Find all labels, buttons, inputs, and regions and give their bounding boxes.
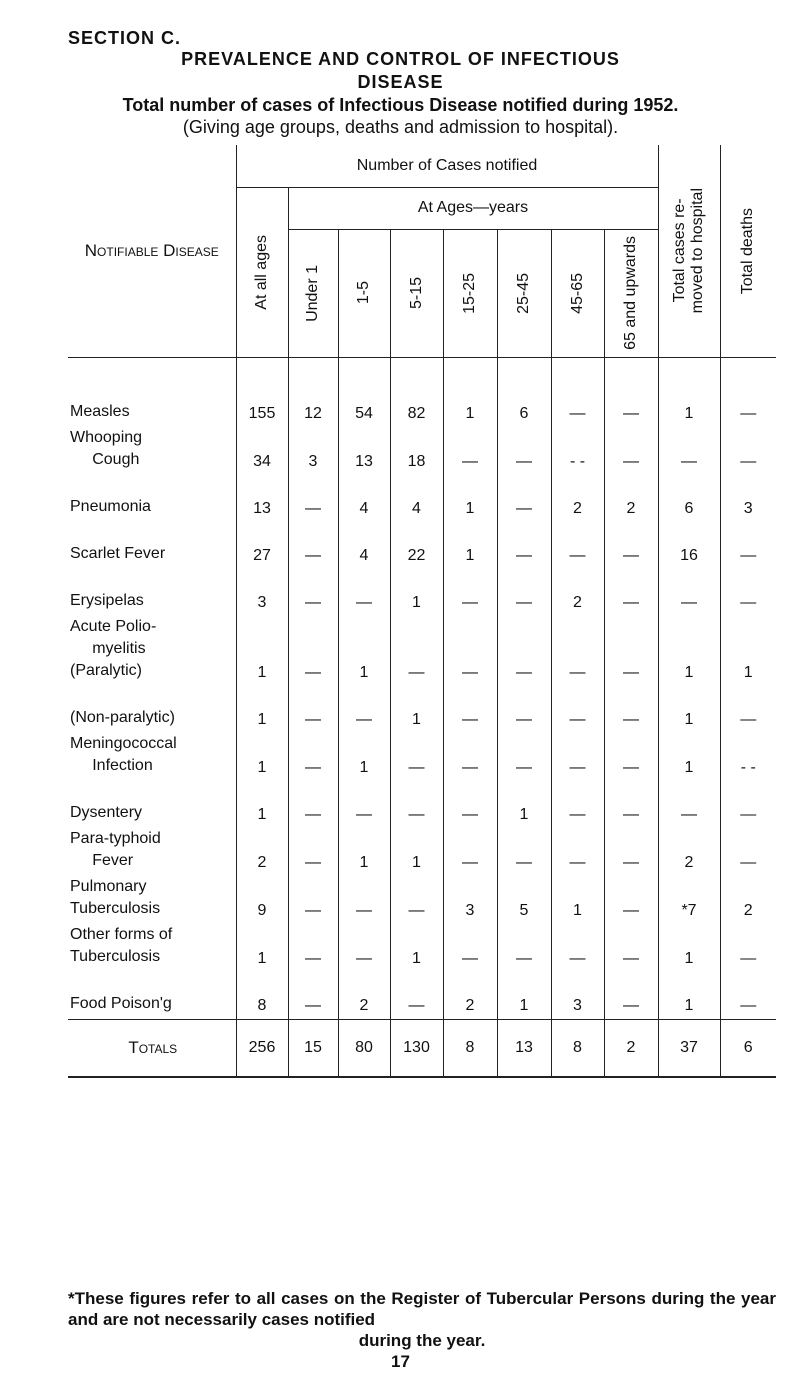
table-cell: 3 [551,972,604,1020]
at-ages-header: At Ages—years [288,187,658,229]
disease-name: Dysentery [70,803,143,821]
table-cell: — [658,569,720,616]
table-cell: 1 [497,972,551,1020]
table-cell: 1 [658,616,720,686]
table-cell: 8 [236,972,288,1020]
table-cell: — [551,924,604,972]
table-cell: — [604,686,658,733]
table-cell: — [551,616,604,686]
table-cell: — [720,972,776,1020]
table-cell: 1 [338,616,390,686]
table-cell: — [288,686,338,733]
table-cell: 1 [390,569,443,616]
table-cell: — [604,828,658,876]
table-cell: 34 [236,427,288,475]
table-row [68,475,776,522]
table-cell: 4 [338,475,390,522]
age-group-header: 1-5 [338,229,390,357]
table-cell: 1 [551,876,604,924]
table-cell: 4 [390,475,443,522]
table-cell: 1 [236,733,288,781]
totals-cell: 6 [720,1019,776,1077]
table-cell: - - [720,733,776,781]
table-cell: 3 [443,876,497,924]
footnote: *These figures refer to all cases on the Register of Tubercular Persons during the year and are not necessarily cases notified during the year. [68,1289,776,1350]
disease-name: (Non-paralytic) [70,708,175,726]
disease-name: Food Poison'g [70,994,172,1012]
title-line-2: DISEASE [357,72,444,92]
disease-name: Pneumonia [70,497,151,515]
table-row [68,569,776,616]
table-cell: 1 [720,616,776,686]
table-cell: — [604,972,658,1020]
table-cell: — [497,686,551,733]
table-cell: — [390,733,443,781]
table-cell: 5 [497,876,551,924]
table-cell: 6 [497,357,551,427]
table-cell: — [551,781,604,828]
totals-cell: 37 [658,1019,720,1077]
table-cell: — [604,924,658,972]
table-cell: 1 [658,686,720,733]
table-cell: 9 [236,876,288,924]
table-cell: 82 [390,357,443,427]
table-cell: — [720,686,776,733]
table-cell: — [497,522,551,569]
table-cell: — [604,733,658,781]
totals-cell: 8 [443,1019,497,1077]
table-cell: — [443,427,497,475]
table-cell: 1 [658,972,720,1020]
table-cell: — [497,828,551,876]
deaths-header: Total deaths [720,145,776,357]
table-cell: 1 [443,357,497,427]
table-cell: 27 [236,522,288,569]
table-cell: — [551,522,604,569]
table-cell: — [497,427,551,475]
page-number: 17 [391,1352,410,1371]
table-cell: — [497,569,551,616]
table-cell: — [338,876,390,924]
table-cell: 2 [443,972,497,1020]
table-cell: 3 [236,569,288,616]
table-cell: 1 [236,686,288,733]
table-cell: — [720,924,776,972]
table-row [68,357,776,427]
table-cell: — [288,972,338,1020]
table-cell: — [443,569,497,616]
table-cell: — [390,876,443,924]
table-cell: — [288,475,338,522]
table-row [68,427,776,475]
disease-name: Whooping Cough [70,428,143,468]
table-cell: — [604,427,658,475]
table-cell: - - [551,427,604,475]
table-cell: 1 [390,686,443,733]
table-cell: 1 [658,357,720,427]
table-cell: 54 [338,357,390,427]
totals-cell: 15 [288,1019,338,1077]
totals-cell: 13 [497,1019,551,1077]
table-cell: — [551,733,604,781]
table-cell: 13 [236,475,288,522]
table-cell: 18 [390,427,443,475]
table-cell: 4 [338,522,390,569]
totals-label: Totals [68,1019,236,1077]
table-cell: 1 [236,781,288,828]
table-cell: 155 [236,357,288,427]
totals-cell: 8 [551,1019,604,1077]
table-body [68,357,776,1077]
table-cell: — [338,569,390,616]
table-cell: — [288,876,338,924]
table-cell: — [551,686,604,733]
table-cell: 2 [658,828,720,876]
title-line-1: PREVALENCE AND CONTROL OF INFECTIOUS [181,49,620,69]
table-cell: 2 [338,972,390,1020]
table-cell: 1 [236,924,288,972]
table-row [68,876,776,924]
table-cell: — [720,522,776,569]
age-group-header: 65 and upwards [604,229,658,357]
table-cell: 3 [288,427,338,475]
table-row [68,733,776,781]
table-row [68,972,776,1020]
table-cell: *7 [658,876,720,924]
removed-header: Total cases re- moved to hospital [658,145,720,357]
table-cell: 1 [338,828,390,876]
disease-name: Measles [70,402,130,420]
table-cell: — [288,616,338,686]
table-cell: 1 [236,616,288,686]
table-cell: 1 [390,924,443,972]
table-cell: — [604,522,658,569]
disease-name: Scarlet Fever [70,544,166,562]
table-cell: — [658,781,720,828]
table-row [68,781,776,828]
disease-name: Pulmonary Tuberculosis [70,877,161,917]
disease-header: Notifiable Disease [68,145,236,357]
table-cell: — [338,686,390,733]
table-cell: 2 [604,475,658,522]
table-cell: — [551,828,604,876]
table-cell: — [288,569,338,616]
table-cell: 6 [658,475,720,522]
age-group-header: 5-15 [390,229,443,357]
table-cell: — [338,781,390,828]
table-cell: — [604,357,658,427]
table-row [68,686,776,733]
table-cell: 1 [658,733,720,781]
table-cell: — [443,616,497,686]
infectious-disease-table [68,145,776,1078]
table-cell: 1 [338,733,390,781]
table-cell: 3 [720,475,776,522]
table-cell: 2 [720,876,776,924]
table-cell: — [443,733,497,781]
table-row [68,522,776,569]
table-cell: 2 [551,475,604,522]
age-group-header: Under 1 [288,229,338,357]
table-cell: 1 [390,828,443,876]
table-cell: — [720,427,776,475]
table-cell: — [497,616,551,686]
table-cell: — [443,924,497,972]
table-cell: 2 [236,828,288,876]
disease-name: Meningococcal Infection [70,734,177,774]
table-cell: — [338,924,390,972]
table-cell: 1 [443,522,497,569]
table-cell: — [720,781,776,828]
table-cell: — [604,781,658,828]
disease-name: Other forms of Tuberculosis [70,925,173,965]
disease-name: Para-typhoid Fever [70,829,161,869]
age-group-header: 45-65 [551,229,604,357]
table-cell: 16 [658,522,720,569]
table-cell: — [497,733,551,781]
table-cell: — [604,569,658,616]
age-group-header: 15-25 [443,229,497,357]
totals-cell: 80 [338,1019,390,1077]
table-cell: — [658,427,720,475]
table-row [68,924,776,972]
number-of-cases-header: Number of Cases notified [236,145,658,187]
table-cell: — [443,781,497,828]
table-cell: — [288,522,338,569]
table-cell: 2 [551,569,604,616]
subtitle-2: (Giving age groups, deaths and admission to hospital). [182,117,619,137]
table-cell: — [551,357,604,427]
table-cell: — [604,616,658,686]
table-cell: — [720,828,776,876]
table-cell: — [443,686,497,733]
all-ages-header: At all ages [236,187,288,357]
table-cell: — [604,876,658,924]
disease-name: Acute Polio- myelitis (Paralytic) [70,617,157,679]
table-cell: 1 [658,924,720,972]
age-group-header: 25-45 [497,229,551,357]
table-row [68,828,776,876]
table-cell: — [497,924,551,972]
table-cell: 1 [497,781,551,828]
table-cell: — [390,781,443,828]
table-cell: 13 [338,427,390,475]
table-cell: — [497,475,551,522]
table-row [68,616,776,686]
table-cell: — [720,357,776,427]
table-cell: 1 [443,475,497,522]
totals-cell: 256 [236,1019,288,1077]
totals-row [68,1019,776,1077]
totals-cell: 2 [604,1019,658,1077]
table-cell: — [288,733,338,781]
table-cell: — [720,569,776,616]
table-cell: — [288,781,338,828]
table-cell: — [288,828,338,876]
table-cell: — [288,924,338,972]
disease-name: Erysipelas [70,591,144,609]
subtitle: Total number of cases of Infectious Disease notified during 1952. [122,95,679,115]
table-cell: — [443,828,497,876]
totals-cell: 130 [390,1019,443,1077]
table-cell: — [390,972,443,1020]
section-label: SECTION C. [68,28,182,48]
table-cell: 22 [390,522,443,569]
table-cell: 12 [288,357,338,427]
table-cell: — [390,616,443,686]
